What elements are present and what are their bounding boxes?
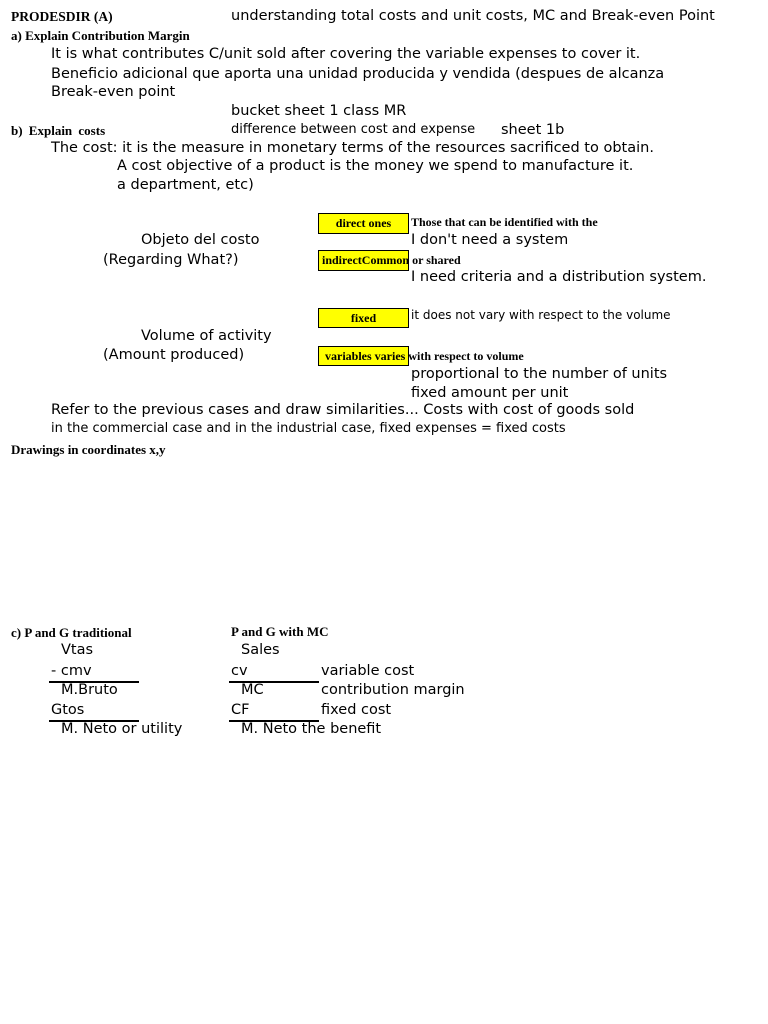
pg-desc-contribution: contribution margin	[321, 682, 465, 698]
section-b-line3: a department, etc)	[117, 177, 254, 193]
section-a-line2: Beneficio adicional que aporta una unidad producida y vendida (despues de alcanza	[51, 66, 665, 82]
pg-left-net: M. Neto or utility	[61, 721, 183, 737]
document-subtitle: understanding total costs and unit costs, MC and Break-even Point	[231, 8, 715, 24]
fixed-desc: it does not vary with respect to the volume	[411, 308, 671, 322]
pg-left-sales: Vtas	[61, 642, 94, 658]
var-note2: fixed amount per unit	[411, 385, 569, 401]
section-a-line1: It is what contributes C/unit sold after covering the variable expenses to cover it.	[51, 46, 641, 62]
direct-box: direct ones	[318, 213, 409, 234]
activity-label: Volume of activity	[141, 328, 272, 344]
direct-note: I don't need a system	[411, 232, 569, 248]
pg-desc-variable: variable cost	[321, 663, 415, 679]
drawings-heading: Drawings in coordinates x,y	[11, 442, 166, 457]
section-b-note: difference between cost and expense	[231, 122, 476, 137]
pg-right-cf: CF	[231, 702, 250, 718]
cost-object-label: Objeto del costo	[141, 232, 260, 248]
direct-desc: Those that can be identified with the	[411, 215, 598, 229]
pg-left-expenses: Gtos	[51, 702, 85, 718]
var-note1: proportional to the number of units	[411, 366, 668, 382]
section-a-note: bucket sheet 1 class MR	[231, 103, 407, 119]
pg-right-cv: cv	[231, 663, 248, 679]
fixed-box: fixed	[318, 308, 409, 328]
pg-desc-fixed: fixed cost	[321, 702, 392, 718]
pg-right-net: M. Neto the benefit	[241, 721, 382, 737]
document-code: PRODESDIR (A)	[11, 9, 113, 24]
cost-object-sublabel: (Regarding What?)	[103, 252, 239, 268]
pg-right-mc: MC	[241, 682, 264, 698]
pg-left-gross: M.Bruto	[61, 682, 118, 698]
indirect-box: indirectCommon or shared	[318, 250, 409, 271]
section-b-sheet: sheet 1b	[501, 122, 565, 138]
activity-sublabel: (Amount produced)	[103, 347, 245, 363]
pg-right-sales: Sales	[241, 642, 280, 658]
variables-box: variables varies with respect to volume	[318, 346, 409, 366]
section-a-line3: Break-even point	[51, 84, 176, 100]
pg-left-cmv: - cmv	[51, 663, 92, 679]
indirect-note: I need criteria and a distribution system.	[411, 269, 707, 285]
section-a-heading: a) Explain Contribution Margin	[11, 28, 190, 43]
section-c-heading-left: c) P and G traditional	[11, 625, 132, 640]
refer-line2: in the commercial case and in the industrial case, fixed expenses = fixed costs	[51, 421, 566, 436]
section-b-line1: The cost: it is the measure in monetary terms of the resources sacrificed to obtain.	[51, 140, 654, 156]
section-b-line2: A cost objective of a product is the money we spend to manufacture it.	[117, 158, 634, 174]
section-b-heading: b) Explain costs	[11, 123, 106, 138]
refer-line1: Refer to the previous cases and draw similarities... Costs with cost of goods sold	[51, 402, 635, 418]
section-c-heading-right: P and G with MC	[231, 624, 329, 639]
